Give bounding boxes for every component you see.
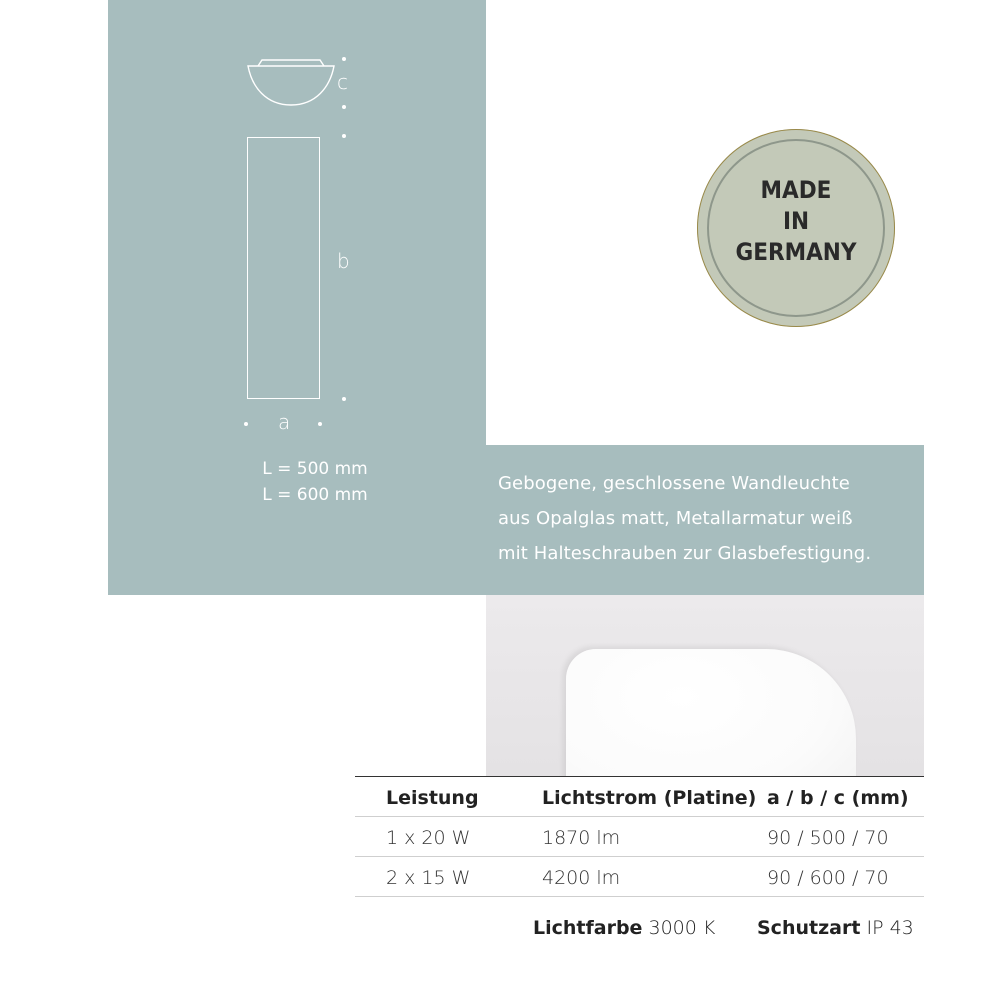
protection-class-label: Schutzart — [757, 917, 861, 939]
product-description — [498, 466, 918, 571]
table-cell: 2 x 15 W — [386, 867, 471, 889]
lamp-glass-image — [566, 649, 856, 776]
badge-line: IN — [782, 207, 810, 235]
description-line: aus Opalglas matt, Metallarmatur weiß — [498, 508, 853, 529]
table-cell: 1870 lm — [542, 827, 621, 849]
badge-line: MADE — [760, 176, 832, 204]
badge-line: GERMANY — [735, 238, 857, 266]
made-in-germany-badge — [697, 129, 895, 327]
protection-class-info — [757, 917, 914, 939]
lamp-side-view-drawing — [246, 57, 336, 107]
column-header: Leistung — [386, 787, 479, 809]
length-500: L = 500 mm — [262, 459, 368, 479]
dimension-label-b: b — [337, 249, 350, 273]
light-color-value: 3000 K — [648, 917, 716, 939]
dimension-dot — [342, 134, 346, 138]
dimension-label-c: c — [337, 70, 348, 94]
table-cell: 4200 lm — [542, 867, 621, 889]
description-line: Gebogene, geschlossene Wandleuchte — [498, 473, 850, 494]
light-color-label: Lichtfarbe — [533, 917, 643, 939]
dimension-dot — [342, 57, 346, 61]
length-list — [230, 456, 400, 508]
spec-table — [355, 776, 924, 897]
table-cell: 1 x 20 W — [386, 827, 471, 849]
column-header: Lichtstrom (Platine) — [542, 787, 757, 809]
dimension-dot — [342, 397, 346, 401]
lamp-front-view-drawing — [247, 137, 320, 399]
dimension-label-a: a — [278, 410, 291, 434]
column-header: a / b / c (mm) — [767, 787, 909, 809]
dimension-dot — [244, 422, 248, 426]
dimension-dot — [318, 422, 322, 426]
protection-class-value: IP 43 — [866, 917, 914, 939]
table-header-row — [355, 777, 924, 817]
light-color-info — [533, 917, 715, 939]
length-600: L = 600 mm — [262, 485, 368, 505]
badge-text — [697, 175, 895, 268]
table-row — [355, 817, 924, 857]
drawing-panel — [108, 0, 486, 595]
table-row — [355, 857, 924, 897]
table-cell: 90 / 600 / 70 — [767, 867, 889, 889]
dimension-dot — [342, 105, 346, 109]
product-photo — [486, 595, 924, 776]
description-line: mit Halteschrauben zur Glasbefestigung. — [498, 543, 872, 564]
table-cell: 90 / 500 / 70 — [767, 827, 889, 849]
